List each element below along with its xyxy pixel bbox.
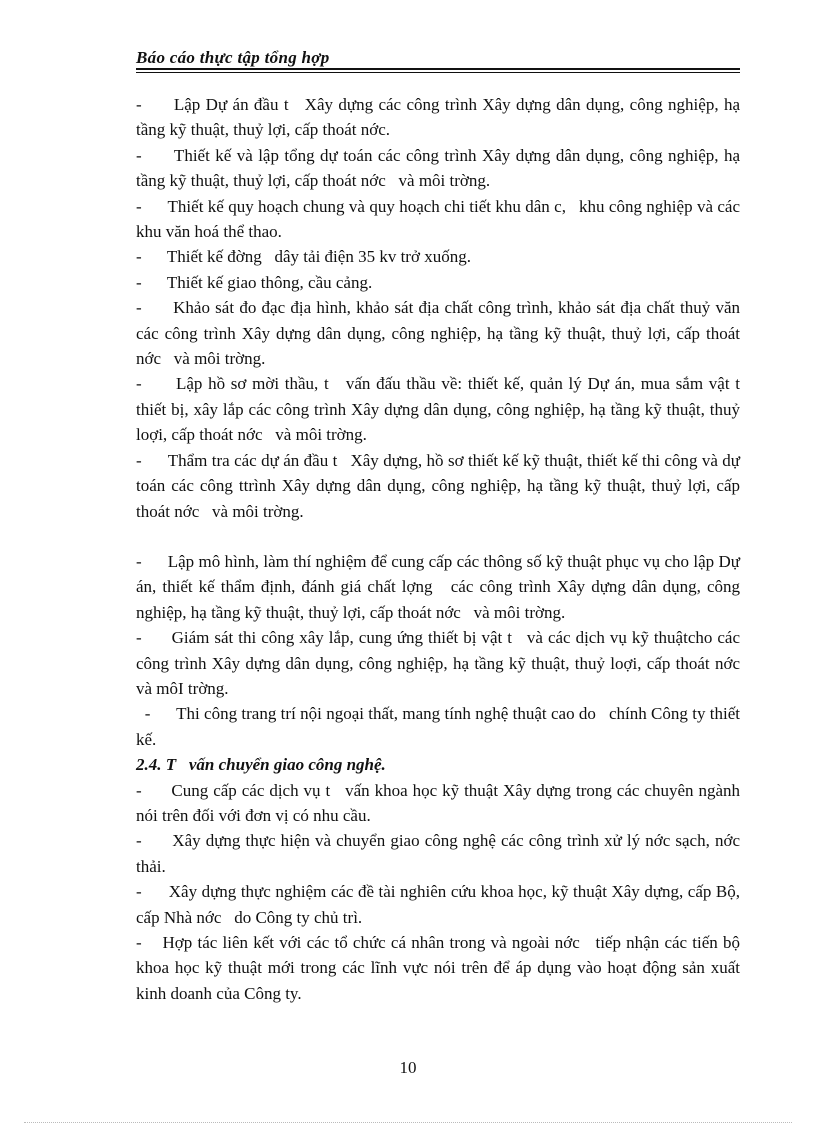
bullet-paragraph: - Xây dựng thực hiện và chuyển giao công nghệ các công trình xử lý nớc sạch, nớc thải. <box>136 831 753 876</box>
page-number: 10 <box>399 1058 417 1077</box>
bullet-paragraph: - Cung cấp các dịch vụ t vấn khoa học kỹ thuật Xây dựng trong các chuyên ngành nói trên đối với đơn vị có nhu cầu. <box>136 780 745 825</box>
bullet-paragraph: - Lập hồ sơ mời thầu, t vấn đấu thầu về: thiết kế, quản lý Dự án, mua sắm vật t thiết bị, xây lắp các công trình Xây dựng dân dụng, công nghiệp, hạ tầng kỹ thuật, thuỷ loợi, cấp thoát nớc và môi trờng. <box>136 374 753 445</box>
bullet-paragraph: - Thiết kế đờng dây tải điện 35 kv trở xuống. <box>136 247 471 267</box>
bullet-paragraph: - Lập mô hình, làm thí nghiệm để cung cấp các thông số kỹ thuật phục vụ cho lập Dự án, thiết kế thẩm định, đánh giá chất lợng các công trình Xây dựng dân dụng, công nghiệp, hạ tầng kỹ thuật, thuỷ lợi, cấp thoát nớc và môi trờng. <box>136 551 745 622</box>
bullet-paragraph: - Giám sát thi công xây lắp, cung ứng thiết bị vật t và các dịch vụ kỹ thuậtcho các công trình Xây dựng dân dụng, công nghiệp, hạ tầng kỹ thuật, thuỷ loợi, cấp thoát nớc và môI trờng. <box>136 628 753 698</box>
bullet-paragraph: - Thiết kế quy hoạch chung và quy hoạch chi tiết khu dân c, khu công nghiệp và các khu văn hoá thể thao. <box>136 196 745 242</box>
header-rule-thick <box>136 68 740 70</box>
document-body <box>136 92 753 1006</box>
blank-line <box>136 524 740 549</box>
bullet-paragraph: - Thẩm tra các dự án đầu t Xây dựng, hồ sơ thiết kế kỹ thuật, thiết kế thi công và dự toán các công ttrình Xây dựng dân dụng, công nghiệp, hạ tầng kỹ thuật, thuỷ lợi, cấp thoát nớc và môi trờng. <box>136 450 745 521</box>
bullet-paragraph: - Thiết kế và lập tổng dự toán các công trình Xây dựng dân dụng, công nghiệp, hạ tầng kỹ thuật, thuỷ lợi, cấp thoát nớc và môi trờng. <box>136 145 745 191</box>
bullet-paragraph: - Khảo sát đo đạc địa hình, khảo sát địa chất công trình, khảo sát địa chất thuỷ văn các công trình Xây dựng dân dụng, công nghiệp, hạ tầng kỹ thuật, thuỷ lợi, cấp thoát nớc và môi trờng. <box>136 298 745 369</box>
bullet-paragraph: - Thiết kế giao thông, cầu cảng. <box>136 272 373 292</box>
bullet-paragraph: - Hợp tác liên kết với các tổ chức cá nhân trong và ngoài nớc tiếp nhận các tiến bộ khoa học kỹ thuật mới trong các lĩnh vực nói trên để áp dụng vào hoạt động sản xuất kinh doanh của Công ty. <box>136 933 745 1003</box>
bullet-paragraph: - Thi công trang trí nội ngoại thất, mang tính nghệ thuật cao do chính Công ty thiết kế. <box>136 704 745 749</box>
header-rule-thin <box>136 72 740 73</box>
bullet-paragraph: - Xây dựng thực nghiệm các đề tài nghiên cứu khoa học, kỹ thuật Xây dựng, cấp Bộ, cấp Nhà nớc do Công ty chủ trì. <box>136 882 745 927</box>
bullet-paragraph: - Lập Dự án đầu t Xây dựng các công trình Xây dựng dân dụng, công nghiệp, hạ tầng kỹ thuật, thuỷ lợi, cấp thoát nớc. <box>136 95 745 140</box>
page-header-title: Báo cáo thực tập tổng hợp <box>136 48 330 67</box>
section-heading: 2.4. T vấn chuyển giao công nghệ. <box>136 755 386 775</box>
